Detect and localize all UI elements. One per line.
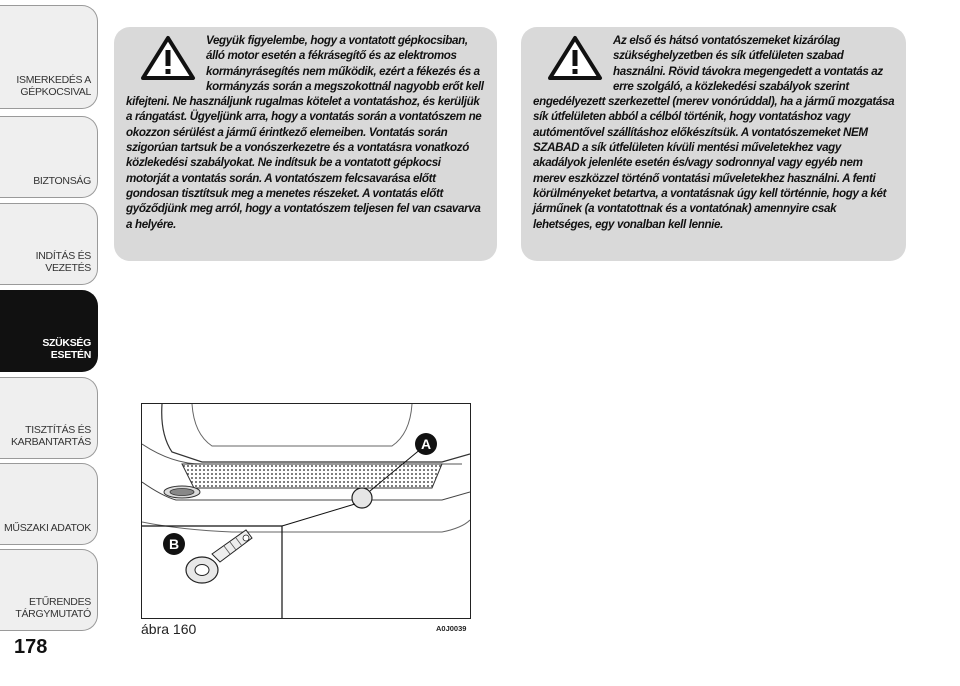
tab-label: TISZTÍTÁS ÉS KARBANTARTÁS — [10, 424, 91, 448]
tab-tisztitas[interactable] — [0, 377, 98, 459]
tab-inditas[interactable] — [0, 203, 98, 285]
tab-label: BIZTONSÁG — [33, 175, 91, 187]
warning-triangle-icon — [547, 35, 603, 81]
callout-b-label: B — [168, 536, 180, 552]
tab-targymutato[interactable] — [0, 549, 98, 631]
warning-box-left — [114, 27, 497, 261]
tow-eye-illustration — [186, 530, 252, 583]
tab-label: INDÍTÁS ÉS VEZETÉS — [35, 250, 91, 274]
figure-caption: ábra 160 — [141, 621, 197, 637]
warning-box-right — [521, 27, 906, 261]
tab-label: MŰSZAKI ADATOK — [3, 522, 91, 534]
page-number: 178 — [14, 636, 48, 658]
tab-muszaki-adatok[interactable] — [0, 463, 98, 545]
callout-a-label: A — [420, 436, 432, 452]
chapter-sidebar — [0, 0, 100, 686]
warning-text: Vegyük figyelembe, hogy a vontatott gépkocsiban, álló motor esetén a fékrásegítő és az elektromos kormányrásegítés nem működik, ezért a fékezés és a kormányzás során a megszokottnál nagyobb erőt kell kifejteni. Ne használjunk rugalmas kötelet a vontatáshoz, és kerüljük a rángatást. Ügyeljünk arra, hogy a vontatás során a vontatószem ne okozzon sérülést a jármű érintkező elemeiben. Vontatás során szigorúan tartsuk be a vonószerkezetre és a vontatásra vonatkozó közlekedési szabályokat. Ne indítsuk be a vontatott gépkocsi motorját a vontatás során. A vontatószem felcsavarása előtt gondosan tisztítsuk meg a menetes részeket. A vontatás előtt győződjünk meg arról, hogy a vontatószem teljesen fel van csavarva a helyére. — [126, 34, 484, 231]
tab-biztonsag[interactable] — [0, 116, 98, 198]
bumper-illustration — [142, 404, 470, 618]
tab-label: ETŰRENDES TÁRGYMUTATÓ — [15, 596, 91, 620]
tab-ismerkedes[interactable] — [0, 5, 98, 109]
figure-tow-hook — [141, 403, 471, 619]
tab-szukseg-eseten[interactable] — [0, 290, 98, 372]
warning-triangle-icon — [140, 35, 196, 81]
tab-label: ISMERKEDÉS A GÉPKOCSIVAL — [16, 74, 91, 98]
figure-code: A0J0039 — [436, 624, 467, 633]
tab-label: SZÜKSÉG ESETÉN — [42, 337, 91, 361]
warning-text: Az első és hátsó vontatószemeket kizárólag szükséghelyzetben és sík útfelületen szabad használni. Rövid távokra megengedett a vontatás az erre szolgáló, a közlekedési szabályok szerint engedélyezett szerkezettel (merev vonórúddal), ha a jármű mozgatása sík útfelületen abból a célból történik, hogy vontatáshoz vagy autómentővel szállításhoz előkészítsük. A vontatószemeket NEM SZABAD a sík útfelületen kívüli mentési műveletekhez vagy akadályok jelenléte esetén és/vagy sodronnyal vagy egyéb nem merev eszközzel történő vontatási műveletekhez használni. A fenti körülményeket betartva, a vontatásnak úgy kell történnie, hogy a két járműnek (a vontatottnak és a vontatónak) amennyire csak lehetséges, egy vonalban kell lennie. — [533, 34, 895, 231]
